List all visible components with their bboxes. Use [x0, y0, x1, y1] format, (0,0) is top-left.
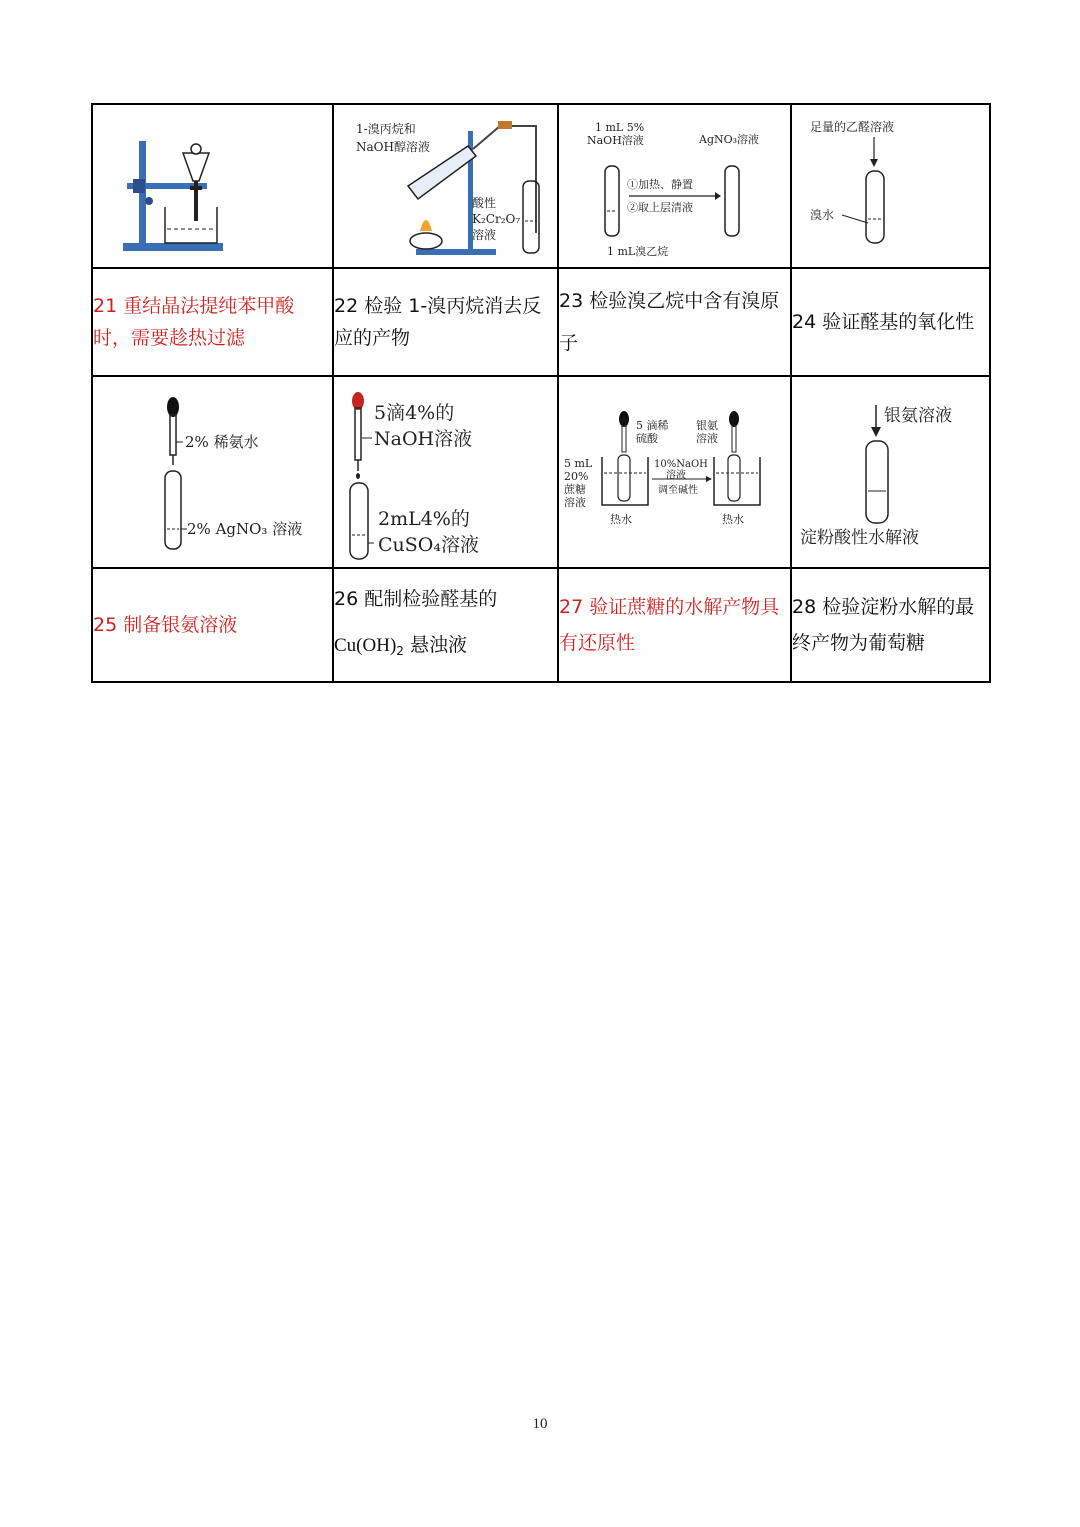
filtration-apparatus-figure: [113, 111, 313, 261]
fig28-label-2: 淀粉酸性水解液: [799, 528, 919, 547]
caption-27: 27 验证蔗糖的水解产物具有还原性: [558, 568, 791, 682]
caption-26: [333, 568, 558, 682]
aldehyde-oxidation-figure: [796, 111, 986, 261]
caption-row-1: [92, 268, 990, 376]
fig22-label-1b: NaOH醇溶液: [356, 140, 430, 154]
figure-cell-25: [92, 376, 333, 568]
fig27-label-5: 热水: [610, 513, 632, 526]
fig27-label-4c: 调至碱性: [658, 485, 698, 496]
figure-cell-24: [791, 104, 990, 268]
fig24-label-1: 足量的乙醛溶液: [809, 120, 894, 134]
caption-22: 22 检验 1-溴丙烷消去反应的产物: [333, 268, 558, 376]
figure-row-2: [92, 376, 990, 568]
fig27-label-1b: 硫酸: [636, 432, 658, 445]
fig23-label-3: ①加热、静置: [626, 178, 693, 191]
caption-28: 28 检验淀粉水解的最终产物为葡萄糖: [791, 568, 990, 682]
fig27-label-3c: 蔗糖: [564, 483, 586, 496]
fig23-label-1a: 1 mL 5%: [594, 121, 644, 134]
figure-cell-28: [791, 376, 990, 568]
sucrose-hydrolysis-figure: [562, 407, 787, 537]
fig26-label-1b: NaOH溶液: [374, 428, 473, 450]
fig23-label-1b: NaOH溶液: [586, 134, 644, 147]
fig23-label-5: 1 mL溴乙烷: [606, 245, 668, 258]
caption-row-2: [92, 568, 990, 682]
fig26-label-2a: 2mL4%的: [378, 508, 470, 530]
caption-26-suffix: 悬浊液: [409, 634, 467, 656]
fig26-label-2b: CuSO₄溶液: [378, 534, 479, 556]
silver-ammonia-prep-figure: [113, 387, 313, 557]
fig27-label-3b: 20%: [564, 470, 589, 483]
caption-26-formula: Cu(OH): [334, 635, 397, 656]
elimination-apparatus-figure: [338, 111, 553, 261]
figure-cell-27: [558, 376, 791, 568]
caption-24: 24 验证醛基的氧化性: [791, 268, 990, 376]
fig23-label-2: AgNO₃溶液: [698, 133, 759, 146]
fig22-label-2: 酸性: [472, 196, 497, 210]
fig22-label-3: K₂Cr₂O₇: [472, 212, 521, 226]
figure-cell-22: [333, 104, 558, 268]
fig27-label-3a: 5 mL: [564, 457, 593, 470]
bromoethane-test-figure: [565, 111, 785, 261]
fig27-label-4a: 10%NaOH: [654, 459, 708, 470]
fig27-label-2a: 银氨: [696, 419, 718, 432]
figure-cell-23: [558, 104, 791, 268]
caption-26-prefix: 26 配制检验醛基的: [334, 588, 498, 610]
fig27-label-4b: 溶液: [666, 470, 686, 481]
page-number: 10: [532, 1416, 548, 1432]
fig25-label-1: 2% 稀氨水: [184, 433, 259, 451]
fig27-label-3d: 溶液: [564, 496, 586, 509]
fig26-label-1a: 5滴4%的: [374, 402, 455, 424]
figure-cell-26: [333, 376, 558, 568]
fig27-label-1a: 5 滴稀: [636, 419, 669, 432]
starch-hydrolysis-figure: [796, 397, 986, 547]
caption-23: 23 检验溴乙烷中含有溴原子: [558, 268, 791, 376]
fig22-label-4: 溶液: [472, 228, 497, 242]
caption-26-formula-sub: 2: [396, 644, 404, 658]
fig22-label-1a: 1-溴丙烷和: [356, 122, 416, 136]
fig27-label-6: 热水: [722, 513, 744, 526]
fig27-label-2b: 溶液: [696, 432, 718, 445]
experiment-table: [91, 103, 991, 683]
fig23-label-4: ②取上层清液: [626, 201, 693, 214]
caption-21: 21 重结晶法提纯苯甲酸时，需要趁热过滤: [92, 268, 333, 376]
fig24-label-2: 溴水: [809, 208, 834, 222]
cuoh2-prep-figure: [338, 383, 553, 561]
figure-row-1: [92, 104, 990, 268]
caption-25: 25 制备银氨溶液: [92, 568, 333, 682]
fig28-label-1: 银氨溶液: [883, 406, 952, 426]
figure-cell-21: [92, 104, 333, 268]
fig25-label-2: 2% AgNO₃ 溶液: [186, 520, 302, 538]
